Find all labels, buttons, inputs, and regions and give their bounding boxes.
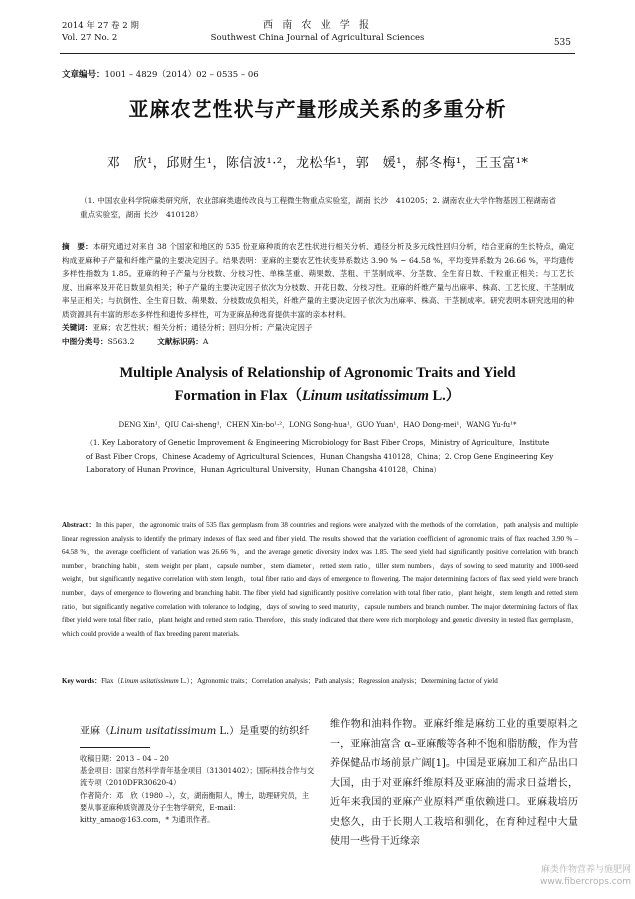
abstract-zh-body (62, 240, 574, 321)
keywords-en-species: Linum usitatissimum (120, 677, 179, 685)
watermark (540, 864, 631, 888)
body-left-species: Linum usitatissimum (110, 726, 217, 737)
article-number (62, 68, 259, 80)
body-left-prefix: 亚麻（ (80, 726, 110, 737)
affiliation-en: （1. Key Laboratory of Genetic Improvement & Engineering Microbiology for Bast Fiber Crops，Ministry of Agriculture，Institute of Bast Fiber Crops，Chinese Academy of Agricultural Sciences，Hunan Changsha 410128，China；2. Crop Gene Engineering Key Laboratory of Hunan Province，Hunan Agricultural University，Hunan Changsha 410128，China） (86, 439, 554, 474)
body-left-column (80, 722, 316, 742)
journal-name-zh: 西 南 农 业 学 报 (263, 20, 372, 31)
title-en-line2-suffix: L.） (428, 388, 461, 404)
header-rule (60, 53, 575, 54)
title-en-species: Linum usitatissimum (301, 388, 429, 404)
authors-en: DENG Xin¹，QIU Cai-sheng¹，CHEN Xin-bo¹·²，LONG Song-hua¹，GUO Yuan¹，HAO Dong-mei¹，WANG Yu-fu¹* (118, 421, 517, 429)
title-en-line1: Multiple Analysis of Relationship of Agronomic Traits and Yield (119, 365, 516, 381)
clc-value: S563.2 (107, 336, 135, 346)
abstract-zh (62, 240, 574, 348)
footnote-author: 作者简介：邓 欣（1980 –），女，湖南衡阳人，博士，助理研究员，主要从事亚麻种质资源及分子生物学研究，E-mail：kitty_amao@163.com，* 为通讯作者。 (80, 790, 310, 825)
footnote-received: 收稿日期：2013 – 04 – 20 (80, 754, 169, 763)
doc-code-value: A (202, 336, 209, 346)
keywords-en-label: Key words： (62, 677, 102, 685)
volume-line: Vol. 27 No. 2 (62, 33, 118, 43)
issue-line: 2014 年 27 卷 2 期 (62, 21, 139, 31)
journal-name (0, 20, 635, 44)
page-number: 535 (553, 38, 571, 48)
body-left-suffix: L.）是重要的纺织纤 (216, 726, 310, 737)
affiliation-zh: （1. 中国农业科学院麻类研究所，农业部麻类遗传改良与工程微生物重点实验室，湖南 长沙 410205；2. 湖南农业大学作物基因工程湖南省重点实验室，湖南 长沙 410128） (80, 196, 556, 219)
title-zh: 亚麻农艺性状与产量形成关系的多重分析 (128, 97, 507, 121)
keywords-zh-text: 亚麻；农艺性状；相关分析；通径分析；回归分析；产量决定因子 (92, 323, 313, 332)
keywords-en-prefix: Flax（ (101, 677, 121, 685)
footnote-fund: 基金项目：国家自然科学青年基金项目（31301402）；国际科技合作与交流专项（2010DFR30620-4） (80, 766, 315, 788)
footnote-rule (80, 747, 150, 748)
abstract-en-text: In this paper，the agronomic traits of 535 flax germplasm from 38 countries and regions were analyzed with the methods of the correlation，path analysis and multiple linear regression analysis to identify the primary indexes of flax seed and fiber yield. The results showed that the variation coefficient of agronomic traits of flax reached 3.90 % – 64.58 %，the average coefficient of variation was 26.66 %，and the average genetic diversity index was 1.85. The seed yield had significantly positive correlation with branch number，branching habit，stem weight per plant，capsule number，stem diameter，retted stem ratio，tiller stem numbers，days of sowing to seed maturity and 1000-seed weight，but significantly negative correlation with stem length，total fiber ratio and days of emergence to flowering. The major determining factors of flax seed yield were branch number，days of emergence to flowering and branching habit. The fiber yield had significantly positive correlation with total fiber ratio，plant height，stem length and retted stem ratio，but significantly negative correlation with tolerance to lodging，days of sowing to seed maturity，capsule numbers and branch number. The major determining factors of flax fiber yield were total fiber ratio，plant height and retted stem ratio. Therefore，this study indicated that there were rich morphology and genetic diversity in tested flax germplasm，which could provide a wealth of flax breeding parent materials. (62, 521, 578, 638)
abstract-en-label: Abstract： (62, 521, 96, 529)
watermark-line2: www.fibercrops.com (540, 877, 631, 887)
classification-line (62, 335, 574, 349)
journal-name-en: Southwest China Journal of Agricultural Sciences (210, 33, 425, 43)
title-en-line2-prefix: Formation in Flax（ (174, 388, 302, 404)
clc-label: 中图分类号： (62, 336, 108, 346)
body-right-column: 维作物和油料作物。亚麻纤维是麻纺工业的重要原料之一，亚麻油富含 α–亚麻酸等各种不饱和脂肪酸，作为营养保健品市场前景广阔[1]。中国是亚麻加工和产品出口大国，由于对亚麻纤维原料及亚麻油的需求日益增长，近年来我国的亚麻产业原料严重依赖进口。亚麻栽培历史悠久，由于长期人工栽培和驯化，在育种过程中大量使用一些骨干近缘亲 (330, 719, 578, 847)
doc-code-label: 文献标识码： (157, 336, 203, 346)
abstract-zh-label: 摘 要： (62, 242, 93, 251)
authors-zh: 邓 欣¹，邱财生¹，陈信波¹·²，龙松华¹，郭 媛¹，郝冬梅¹，王玉富¹* (106, 156, 529, 171)
keywords-zh (62, 321, 574, 335)
title-en-line2 (0, 385, 635, 408)
footnotes (80, 753, 316, 826)
title-en (0, 362, 635, 408)
article-number-value: 1001 – 4829（2014）02 – 0535 – 06 (104, 70, 259, 80)
watermark-line1: 麻类作物营养与施肥网 (540, 865, 631, 875)
keywords-en-rest: L.）；Agronomic traits；Correlation analysis；Path analysis；Regression analysis；Determining factor of yield (178, 677, 498, 685)
abstract-en (62, 519, 578, 641)
keywords-zh-label: 关键词： (62, 323, 93, 332)
article-number-label: 文章编号： (62, 70, 105, 80)
keywords-en (62, 675, 578, 689)
abstract-zh-text: 本研究通过对来自 38 个国家和地区的 535 份亚麻种质的农艺性状进行相关分析、通径分析及多元线性回归分析，结合亚麻的生长特点，确定构成亚麻种子产量和纤维产量的主要决定因子。结果表明：亚麻的主要农艺性状变异系数达 3.90 % ~ 64.58 %，平均变异系数为 26.66 %，平均遗传多样性指数为 1.85。亚麻的种子产量与分枝数、分枝习性、单株茎重、蒴果数、茎粗、干茎制成率、分茎数、全生育日数、千粒重正相关；与工艺长度、出麻率及开花日数显负相关；种子产量的主要决定因子依次为分枝数、开花日数、分枝习性。亚麻的纤维产量与出麻率、株高、工艺长度、干茎制成率呈正相关；与抗倒性、全生育日数、蒴果数、分枝数成负相关，纤维产量的主要决定因子依次为出麻率、株高、干茎制成率。研究表明本研究选用的种质资源具有丰富的形态多样性和遗传多样性，可为亚麻品种选育提供丰富的亲本材料。 (62, 242, 575, 319)
